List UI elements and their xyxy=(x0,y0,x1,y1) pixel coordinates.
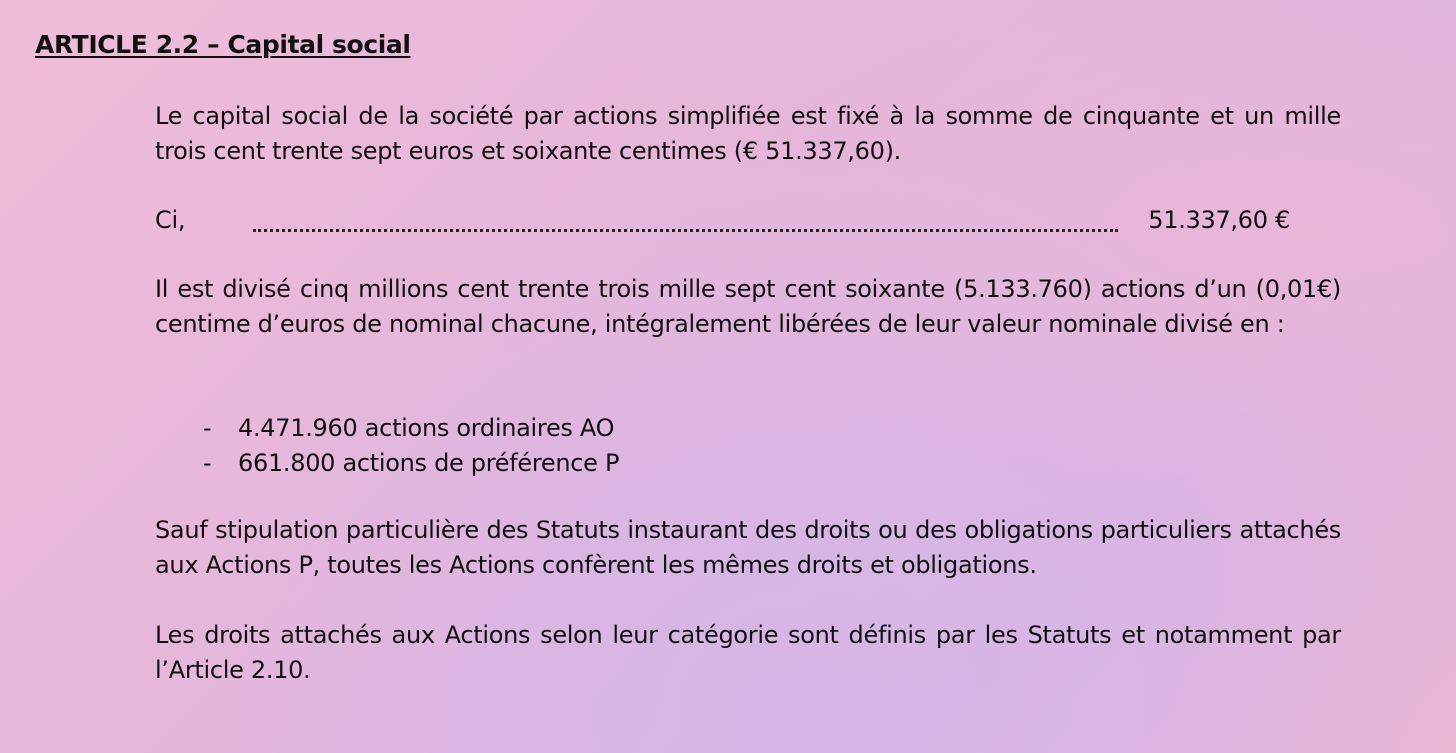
dotted-leader xyxy=(253,229,1118,232)
stipulation-paragraph: Sauf stipulation particulière des Statuts instaurant des droits ou des obligations particuliers attachés aux Actions P, toutes les Actions confèrent les mêmes droits et obligations. xyxy=(155,516,1341,579)
list-item xyxy=(203,411,619,446)
list-dash: - xyxy=(203,449,212,477)
droits-paragraph: Les droits attachés aux Actions selon leur catégorie sont définis par les Statuts et notamment par l’Article 2.10. xyxy=(155,621,1341,684)
list-item xyxy=(203,446,619,481)
list-item-text: 661.800 actions de préférence P xyxy=(238,449,620,477)
division-paragraph: Il est divisé cinq millions cent trente trois mille sept cent soixante (5.133.760) actions d’un (0,01€) centime d’euros de nominal chacune, intégralement libérées de leur valeur nominale divisé en : xyxy=(155,275,1341,338)
capital-paragraph: Le capital social de la société par actions simplifiée est fixé à la somme de cinquante et un mille trois cent trente sept euros et soixante centimes (€ 51.337,60). xyxy=(155,102,1341,165)
ci-total-line xyxy=(155,203,1290,239)
ci-amount: 51.337,60 € xyxy=(1148,206,1290,234)
list-item-text: 4.471.960 actions ordinaires AO xyxy=(238,414,615,442)
article-heading: ARTICLE 2.2 – Capital social xyxy=(35,30,411,59)
list-dash: - xyxy=(203,414,212,442)
ci-label: Ci, xyxy=(155,206,186,234)
share-class-list xyxy=(203,411,619,481)
